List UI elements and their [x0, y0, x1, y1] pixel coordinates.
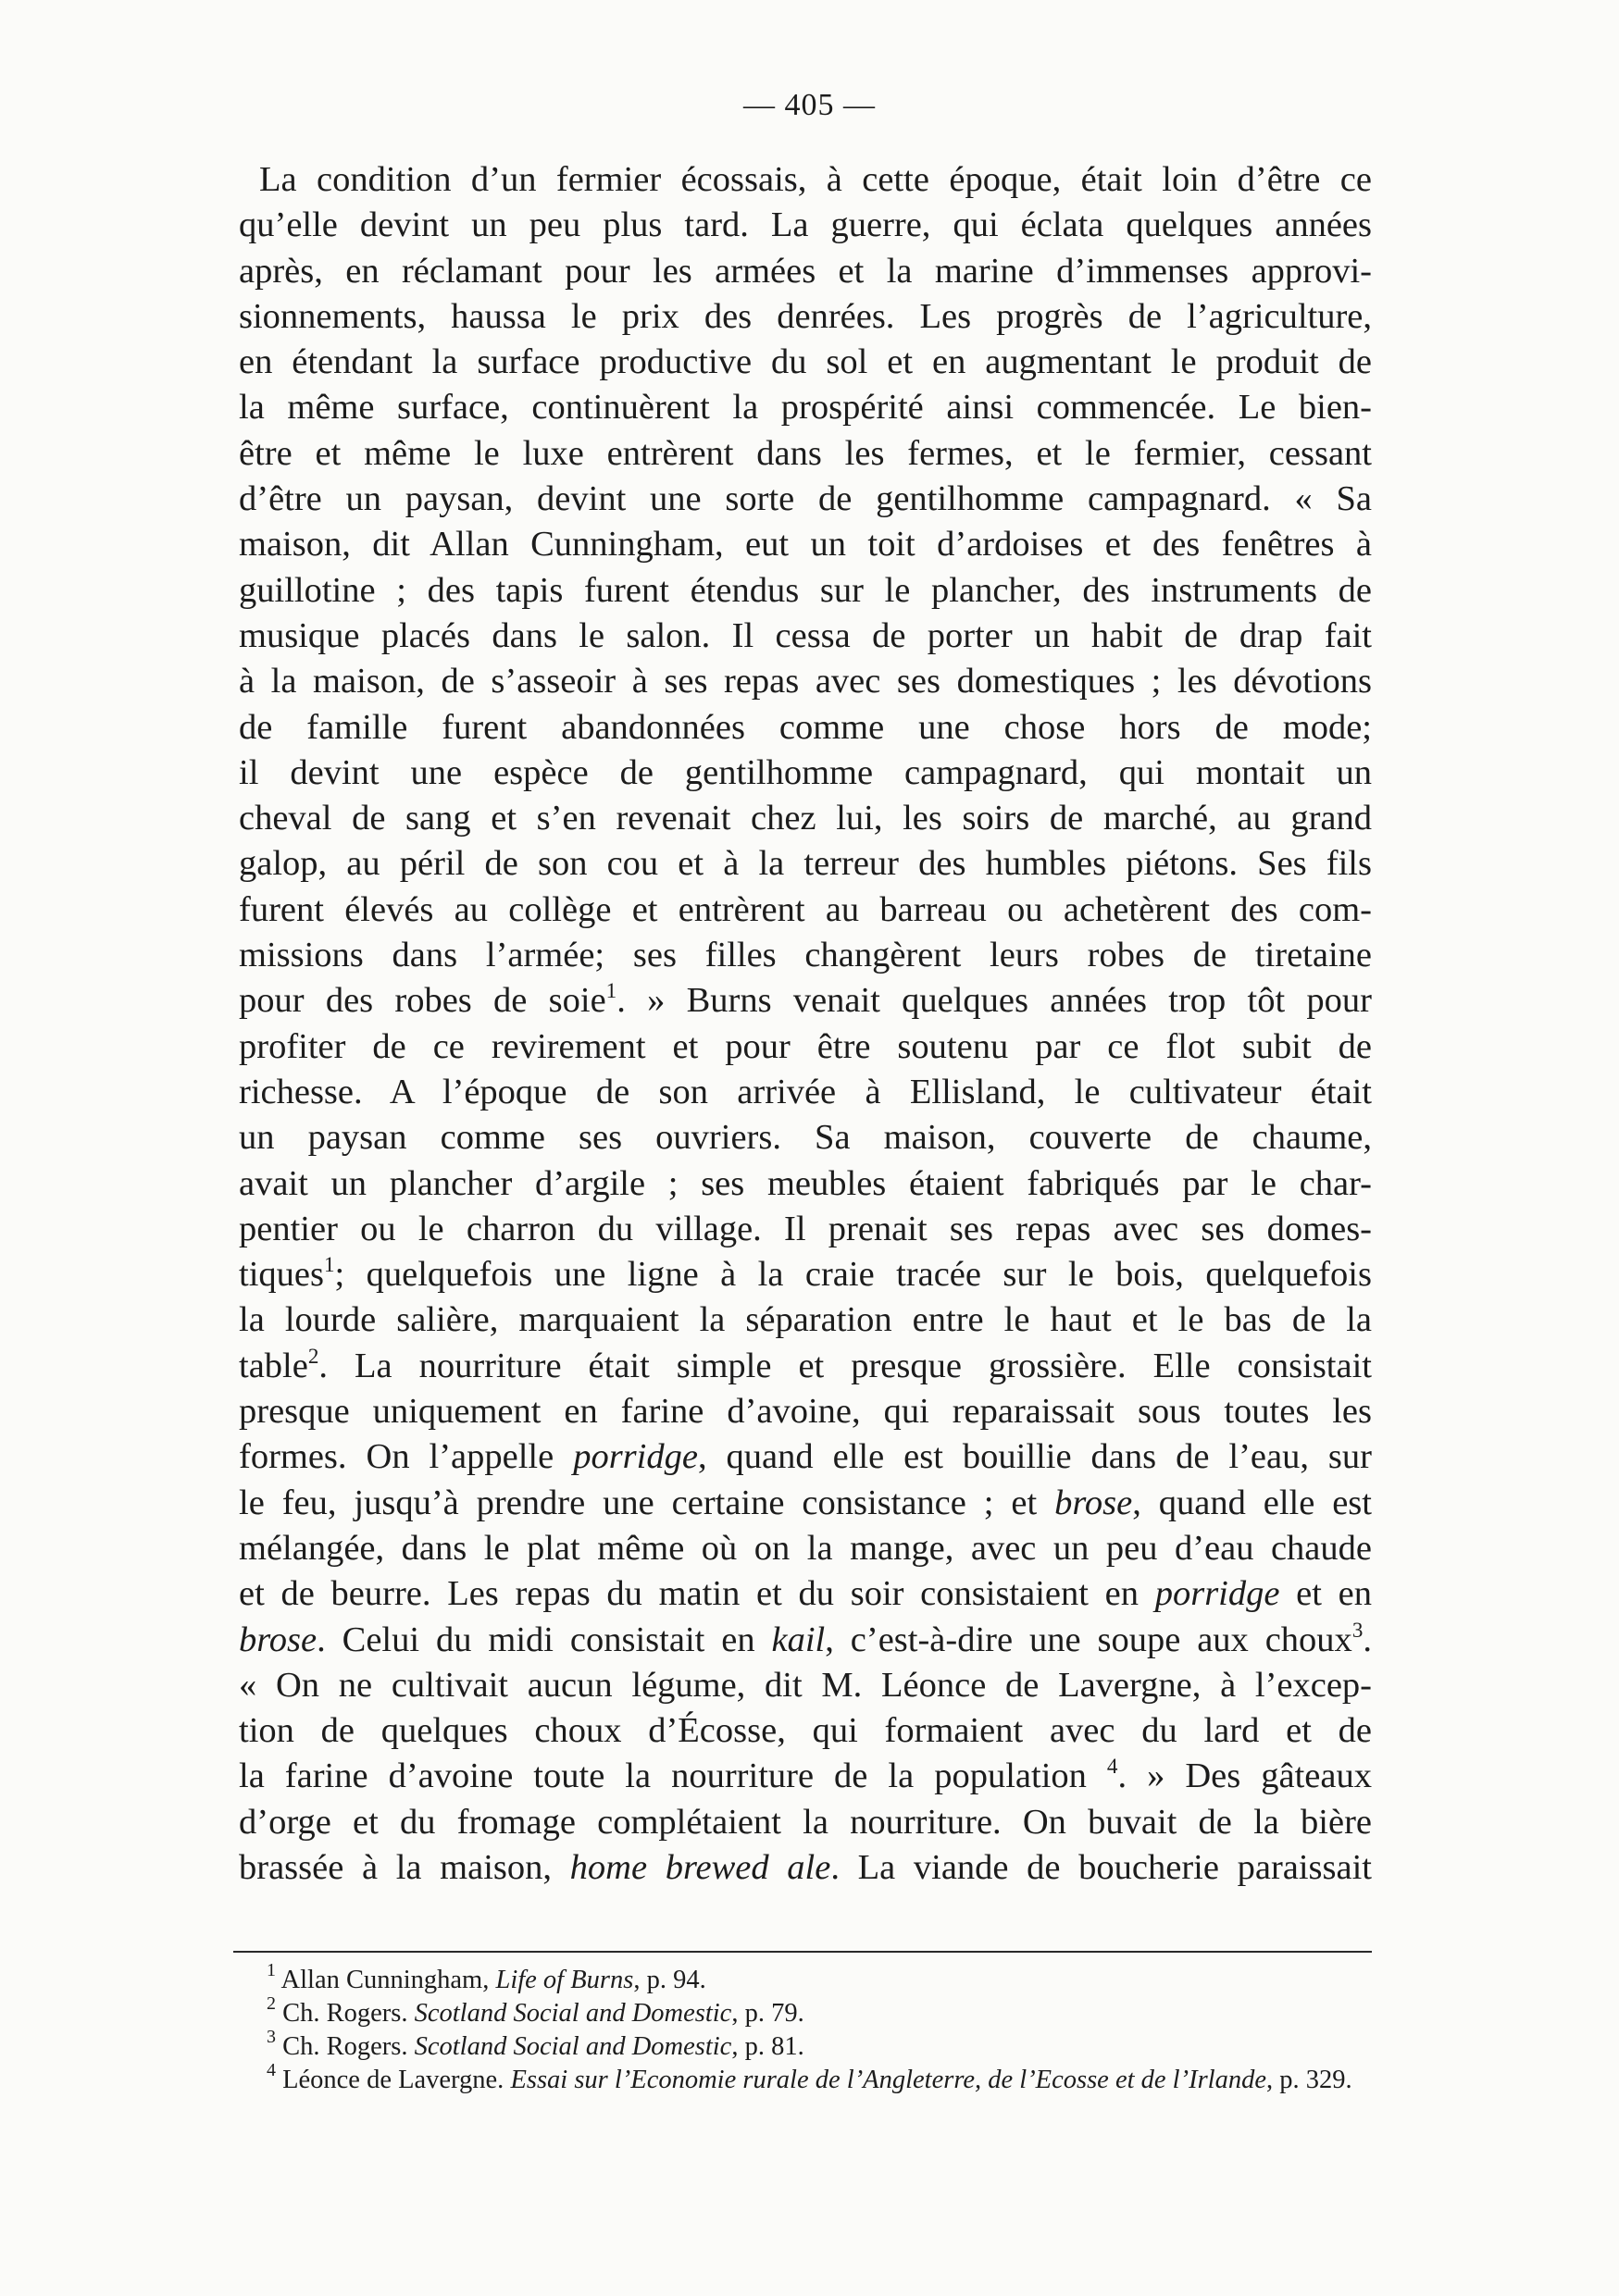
text-line: à la maison, de s’asseoir à ses repas avec ses domestiques ; les dévotions [239, 662, 1372, 701]
line-text: ; quelquefois une ligne à la craie tracée sur le bois, quelquefois [334, 1255, 1372, 1295]
footnote-number: 3 [267, 2027, 276, 2048]
text-line: furent élevés au collège et entrèrent au barreau ou achetèrent des com- [239, 889, 1372, 929]
footnote-text: Ch. Rogers. [275, 1999, 415, 2028]
footnotes [239, 1960, 1372, 2097]
line-text: et en [1279, 1574, 1373, 1614]
line-text: la farine d’avoine toute la nourriture de la population [239, 1756, 1107, 1796]
text-line: de famille furent abandonnées comme une chose hors de mode; [239, 707, 1372, 747]
footnote-text: Allan Cunningham, [275, 1966, 496, 1994]
text-line: mélangée, dans le plat même où on la mange, avec un peu d’eau chaude [239, 1528, 1372, 1568]
text-line: la lourde salière, marquaient la séparation entre le haut et le bas de la [239, 1300, 1372, 1340]
footnote-rule [233, 1951, 1372, 1953]
line-text: table [239, 1346, 308, 1385]
footnote-text: , p. 81. [731, 2032, 804, 2061]
text-line: avait un plancher d’argile ; ses meubles étaient fabriqués par le char- [239, 1163, 1372, 1203]
footnote-number: 1 [267, 1960, 276, 1981]
line-text: . La nourriture était simple et presque grossière. Elle consistait [318, 1346, 1372, 1385]
text-line: qu’elle devint un peu plus tard. La guerre, qui éclata quelques années [239, 205, 1372, 245]
text-line [239, 1571, 1372, 1617]
line-text: . La viande de boucherie paraissait [830, 1847, 1372, 1887]
text-line: être et même le luxe entrèrent dans les fermes, et le fermier, cessant [239, 433, 1372, 473]
footnote-ref[interactable]: 2 [307, 1343, 319, 1368]
text-line [239, 1344, 1372, 1389]
text-line [239, 1845, 1372, 1891]
text-line: après, en réclamant pour les armées et la marine d’immenses approvi- [239, 251, 1372, 291]
text-line [239, 1434, 1372, 1480]
line-text: . » Des gâteaux [1117, 1756, 1372, 1796]
text-line: d’orge et du fromage complétaient la nourriture. On buvait de la bière [239, 1802, 1372, 1842]
text-line: en étendant la surface productive du sol et en augmentant le produit de [239, 342, 1372, 382]
footnote-ref[interactable]: 3 [1351, 1617, 1364, 1642]
text-line: presque uniquement en farine d’avoine, qui reparaissait sous toutes les [239, 1392, 1372, 1432]
text-line: profiter de ce revirement et pour être soutenu par ce flot subit de [239, 1026, 1372, 1066]
footnote-text: Léonce de Lavergne. [275, 2066, 511, 2094]
footnote [239, 2060, 1372, 2097]
line-text: tiques [239, 1255, 324, 1295]
text-line [239, 1618, 1372, 1663]
footnote-title: Scotland Social and Domestic [414, 1999, 732, 2028]
footnote-text: Ch. Rogers. [275, 2032, 415, 2061]
footnote-ref[interactable]: 1 [605, 978, 617, 1003]
text-line: pentier ou le charron du village. Il prenait ses repas avec ses domes- [239, 1209, 1372, 1248]
text-line: sionnements, haussa le prix des denrées. Les progrès de l’agriculture, [239, 296, 1372, 336]
italic-term: kail [771, 1620, 826, 1659]
text-line: un paysan comme ses ouvriers. Sa maison, couverte de chaume, [239, 1118, 1372, 1158]
text-line: cheval de sang et s’en revenait chez lui, les soirs de marché, au grand [239, 799, 1372, 838]
footnote [239, 1993, 1372, 2030]
line-text: formes. On l’appelle [239, 1437, 574, 1477]
text-line: maison, dit Allan Cunningham, eut un toit d’ardoises et des fenêtres à [239, 525, 1372, 565]
footnote-text: , p. 329. [1265, 2066, 1352, 2094]
line-text: . [1363, 1620, 1372, 1659]
text-line: tion de quelques choux d’Écosse, qui formaient avec du lard et de [239, 1711, 1372, 1751]
footnote [239, 1960, 1372, 1997]
text-line [239, 978, 1372, 1024]
line-text: et de beurre. Les repas du matin et du soir consistaient en [239, 1574, 1155, 1614]
text-line: guillotine ; des tapis furent étendus sur le plancher, des instruments de [239, 570, 1372, 610]
page-number: — 405 — [743, 88, 876, 122]
footnote-text: , p. 94. [633, 1966, 706, 1994]
text-line: galop, au péril de son cou et à la terreur des humbles piétons. Ses fils [239, 844, 1372, 884]
italic-term: porridge [1154, 1574, 1280, 1614]
text-line [239, 1252, 1372, 1297]
text-line: richesse. A l’époque de son arrivée à Ellisland, le cultivateur était [239, 1072, 1372, 1111]
line-text: , quand elle est [1132, 1483, 1372, 1522]
footnote-ref[interactable]: 1 [323, 1252, 335, 1277]
text-line: la même surface, continuèrent la prospérité ainsi commencée. Le bien- [239, 388, 1372, 428]
line-text: , quand elle est bouillie dans de l’eau, sur [697, 1437, 1372, 1477]
body-text [239, 157, 1372, 1891]
text-line: missions dans l’armée; ses filles changèrent leurs robes de tiretaine [239, 936, 1372, 975]
footnote-title: Scotland Social and Domestic [414, 2032, 732, 2061]
footnote-ref[interactable]: 4 [1106, 1754, 1118, 1779]
italic-term: brose [1054, 1483, 1133, 1522]
footnote-title: Essai sur l’Economie rurale de l’Angleterre, de l’Ecosse et de l’Irlande [510, 2066, 1266, 2094]
text-line [239, 1754, 1372, 1799]
text-line: musique placés dans le salon. Il cessa de porter un habit de drap fait [239, 615, 1372, 655]
footnote-number: 2 [267, 1993, 276, 2015]
text-line [239, 1481, 1372, 1526]
line-text: brassée à la maison, [239, 1847, 570, 1887]
footnote-number: 4 [267, 2060, 276, 2081]
text-line: d’être un paysan, devint une sorte de gentilhomme campagnard. « Sa [239, 479, 1372, 519]
text-line: il devint une espèce de gentilhomme campagnard, qui montait un [239, 752, 1372, 792]
line-text: . » Burns venait quelques années trop tôt pour [616, 981, 1372, 1021]
footnote [239, 2027, 1372, 2064]
line-text: . Celui du midi consistait en [317, 1620, 772, 1659]
line-text: pour des robes de soie [239, 981, 606, 1021]
line-text: , c’est-à-dire une soupe aux choux [825, 1620, 1352, 1659]
italic-term: home brewed ale [569, 1847, 831, 1887]
text-line: La condition d’un fermier écossais, à cette époque, était loin d’être ce [259, 160, 1372, 199]
italic-term: brose [239, 1620, 318, 1659]
footnote-text: , p. 79. [731, 1999, 804, 2028]
line-text: le feu, jusqu’à prendre une certaine consistance ; et [239, 1483, 1055, 1522]
footnote-title: Life of Burns [495, 1966, 634, 1994]
text-line: « On ne cultivait aucun légume, dit M. Léonce de Lavergne, à l’excep- [239, 1665, 1372, 1705]
italic-term: porridge [573, 1437, 698, 1477]
